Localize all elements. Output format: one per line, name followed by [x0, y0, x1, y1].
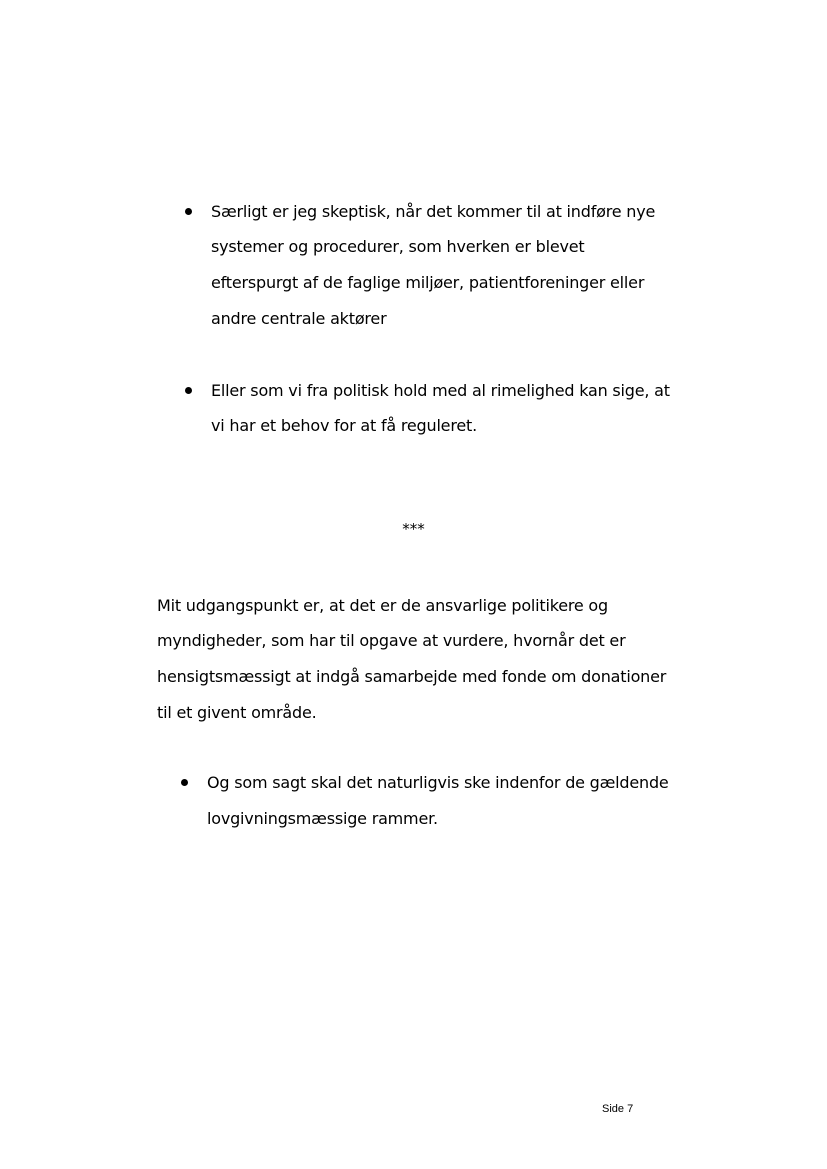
paragraph-line: hensigtsmæssigt at indgå samarbejde med fonde om donationer	[157, 667, 667, 686]
paragraph-line: myndigheder, som har til opgave at vurdere, hvornår det er	[157, 631, 626, 650]
bullet-line: Og som sagt skal det naturligvis ske indenfor de gældende	[207, 773, 669, 792]
paragraph-line: Mit udgangspunkt er, at det er de ansvarlige politikere og	[157, 596, 608, 615]
bullet-line: Eller som vi fra politisk hold med al rimelighed kan sige, at	[211, 381, 670, 400]
bullet-icon	[185, 387, 192, 394]
page-number: Side 7	[602, 1103, 634, 1115]
bullet-icon	[181, 779, 188, 786]
section-separator: ***	[402, 520, 425, 538]
bullet-line: systemer og procedurer, som hverken er blevet	[211, 237, 585, 256]
bullet-line: lovgivningsmæssige rammer.	[207, 809, 438, 828]
bullet-line: vi har et behov for at få reguleret.	[211, 416, 477, 435]
bullet-line: Særligt er jeg skeptisk, når det kommer til at indføre nye	[211, 202, 656, 221]
bullet-icon	[185, 208, 192, 215]
paragraph-line: til et givent område.	[157, 703, 317, 722]
bullet-line: andre centrale aktører	[211, 309, 387, 328]
bullet-line: efterspurgt af de faglige miljøer, patientforeninger eller	[211, 273, 645, 292]
